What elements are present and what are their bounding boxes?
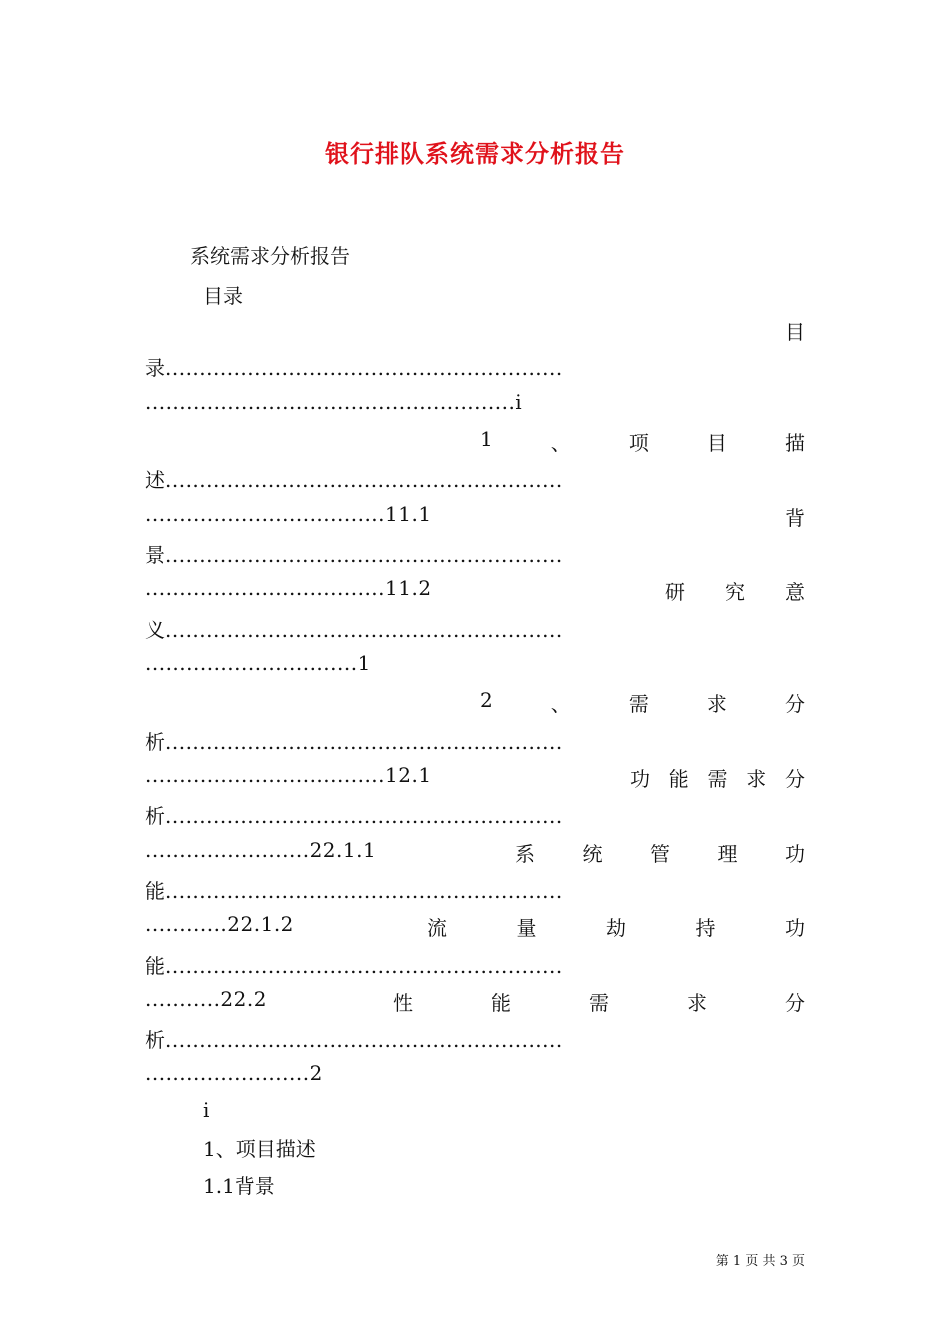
leader-dots: .......................................................... <box>165 356 563 380</box>
leader-dots: ...................................11.1 <box>145 502 432 526</box>
toc-entry-project-desc[interactable] <box>480 427 805 455</box>
toc-char: 需 <box>589 991 609 1015</box>
toc-char-group <box>393 987 805 1015</box>
toc-char-group <box>427 912 805 940</box>
toc-entry-background[interactable] <box>145 502 805 530</box>
toc-text: 目 <box>785 320 805 344</box>
toc-entry-toc[interactable] <box>145 352 805 380</box>
toc-char: 量 <box>516 916 537 940</box>
toc-text: 义 <box>145 618 165 642</box>
toc-char-group <box>665 576 805 604</box>
leader-dots: ........................22.1.1 <box>145 838 377 862</box>
toc-char: 需 <box>628 692 649 716</box>
toc-char: 求 <box>706 692 727 716</box>
toc-char: 目 <box>706 431 727 455</box>
leader-dots: .......................................................... <box>165 879 563 903</box>
toc-line <box>145 316 805 344</box>
toc-char: 需 <box>707 767 728 791</box>
toc-char: 分 <box>785 767 805 791</box>
toc-char: 持 <box>695 916 716 940</box>
toc-char: 劫 <box>606 916 626 940</box>
toc-line <box>145 651 805 679</box>
toc-char: 求 <box>746 767 767 791</box>
toc-text: 析 <box>145 730 165 754</box>
leader-dots: ...................................12.1 <box>145 763 432 787</box>
toc-entry-performance-req[interactable] <box>145 987 805 1015</box>
toc-char: 理 <box>717 842 738 866</box>
leader-dots: ......................................................i <box>145 390 523 414</box>
toc-heading: 目录 <box>203 284 243 308</box>
toc-text: 能 <box>145 879 165 903</box>
toc-text: 析 <box>145 1028 165 1052</box>
leader-dots: ...................................11.2 <box>145 576 432 600</box>
section-heading: 1、项目描述 <box>203 1137 316 1161</box>
subsection-heading: 1.1背景 <box>203 1174 275 1198</box>
toc-char: 分 <box>785 991 805 1015</box>
toc-line <box>145 464 805 492</box>
toc-char: 系 <box>515 842 535 866</box>
toc-char: 、 <box>550 431 571 455</box>
toc-entry-traffic-hijack[interactable] <box>145 912 805 940</box>
toc-char: 项 <box>628 431 649 455</box>
leader-dots: .......................................................... <box>165 730 563 754</box>
toc-line <box>145 800 805 828</box>
leader-dots: .......................................................... <box>165 543 563 567</box>
roman-page-number: i <box>203 1098 210 1122</box>
toc-char-group <box>515 838 805 866</box>
toc-char: 流 <box>427 916 447 940</box>
toc-entry-system-management[interactable] <box>145 838 805 866</box>
toc-entry-requirements[interactable] <box>480 688 805 716</box>
leader-dots: .......................................................... <box>165 954 563 978</box>
toc-char: 统 <box>582 842 603 866</box>
toc-line <box>145 875 805 903</box>
document-title: 银行排队系统需求分析报告 <box>325 139 625 168</box>
toc-char: 分 <box>784 692 805 716</box>
toc-char: 研 <box>665 580 685 604</box>
toc-char: 意 <box>785 580 805 604</box>
toc-line <box>145 1061 805 1089</box>
toc-char: 能 <box>491 991 511 1015</box>
toc-text: 析 <box>145 804 165 828</box>
toc-entry-functional-req[interactable] <box>145 763 805 791</box>
toc-text: 景 <box>145 543 165 567</box>
leader-dots: .......................................................... <box>165 618 563 642</box>
toc-char: 背 <box>785 506 805 530</box>
toc-line <box>145 950 805 978</box>
page-footer: 第 1 页 共 3 页 <box>715 1254 805 1269</box>
toc-text: 能 <box>145 954 165 978</box>
toc-line <box>145 614 805 642</box>
leader-dots: ...........22.2 <box>145 987 267 1011</box>
leader-dots: .......................................................... <box>165 804 563 828</box>
toc-line <box>145 726 805 754</box>
toc-line <box>145 390 805 418</box>
toc-line <box>145 539 805 567</box>
toc-char-group <box>630 763 805 791</box>
toc-char: 、 <box>550 692 571 716</box>
toc-char: 功 <box>630 767 650 791</box>
toc-char: 求 <box>687 991 707 1015</box>
toc-char: 功 <box>785 916 805 940</box>
leader-dots: .......................................................... <box>165 468 563 492</box>
toc-char: 性 <box>393 991 413 1015</box>
toc-char: 功 <box>785 842 805 866</box>
leader-dots: ...............................1 <box>145 651 371 675</box>
leader-dots: .......................................................... <box>165 1028 563 1052</box>
toc-char: 2 <box>480 688 493 712</box>
toc-char: 1 <box>480 427 493 451</box>
toc-char: 描 <box>784 431 805 455</box>
toc-text: 述 <box>145 468 165 492</box>
toc-text: 录 <box>145 356 165 380</box>
leader-dots: ........................2 <box>145 1061 323 1085</box>
leader-dots: ............22.1.2 <box>145 912 294 936</box>
toc-char: 究 <box>725 580 745 604</box>
toc-line <box>145 1024 805 1052</box>
toc-entry-research-significance[interactable] <box>145 576 805 604</box>
subtitle: 系统需求分析报告 <box>190 244 350 268</box>
toc-char: 管 <box>650 842 670 866</box>
toc-char: 能 <box>668 767 689 791</box>
